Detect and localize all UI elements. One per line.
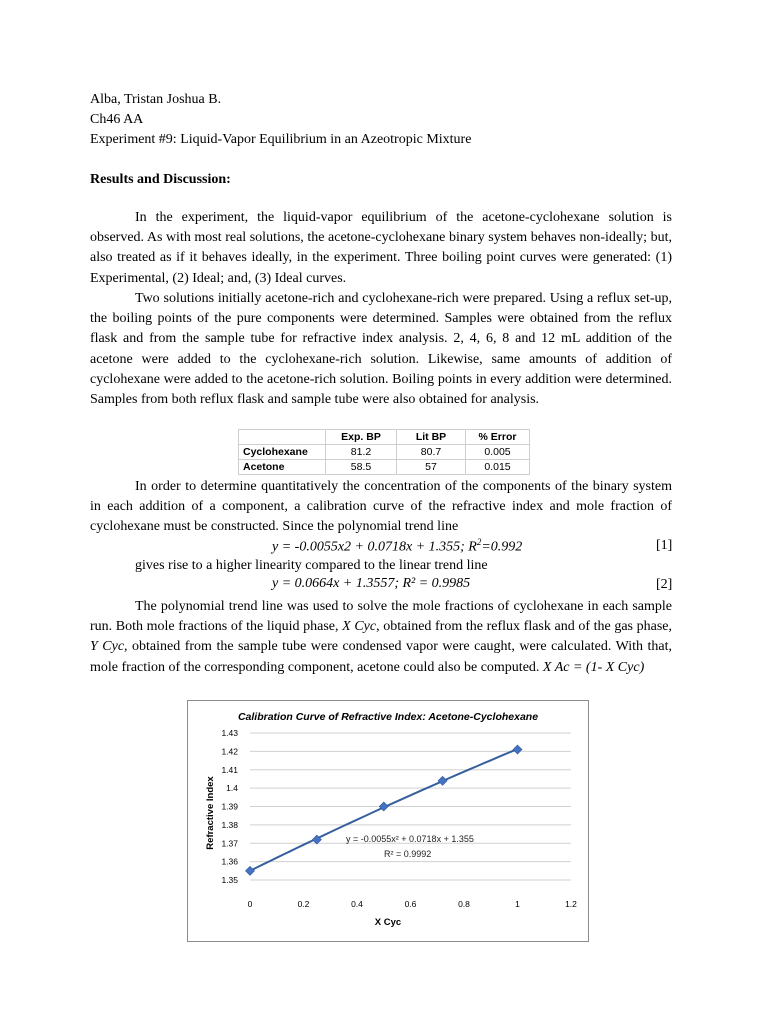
y-tick-label: 1.35 bbox=[221, 875, 238, 885]
paragraph-1: In the experiment, the liquid-vapor equilibrium of the acetone-cyclohexane solution is observed. As with most real solutions, the acetone-cyclohexane binary system behaves non-ideally; but, also treated as if it behaves ideally, in the experiment. Three boiling point curves were generated: (1) Experimental, (2) Ideal; and, (3) Ideal curves. bbox=[90, 210, 672, 286]
equation-1-tail: =0.992 bbox=[481, 539, 523, 555]
y-tick-label: 1.41 bbox=[221, 764, 238, 775]
equation-1-main: y = -0.0055x2 + 0.0718x + 1.355; R bbox=[272, 539, 477, 555]
y-tick-label: 1.43 bbox=[221, 728, 238, 738]
y-tick-label: 1.37 bbox=[221, 838, 238, 849]
table-header-row bbox=[239, 430, 530, 445]
table-cell: Acetone bbox=[239, 460, 326, 475]
section-title: Results and Discussion: bbox=[90, 172, 231, 187]
x-tick-label: 0.4 bbox=[351, 899, 363, 909]
course-code: Ch46 AA bbox=[90, 112, 144, 127]
x-tick-label: 0.6 bbox=[404, 899, 417, 909]
x-tick-label: 0 bbox=[247, 899, 253, 909]
equation-1 bbox=[272, 537, 522, 556]
table-cell: 80.7 bbox=[397, 445, 466, 460]
paragraph-5-text: The polynomial trend line was used to solve the mole fractions of cyclohexane in each sample run. Both mole fractions of the liquid phase, bbox=[90, 599, 672, 635]
vapor-mole-fraction-symbol: Y Cyc bbox=[90, 639, 125, 655]
trendline-equation-label: y = -0.0055x² + 0.0718x + 1.355 bbox=[346, 834, 474, 844]
x-axis-label: X Cyc bbox=[374, 917, 402, 928]
equation-1-superscript: 2 bbox=[476, 537, 482, 547]
y-tick-label: 1.39 bbox=[221, 801, 238, 812]
chart-title: Calibration Curve of Refractive Index: Acetone-Cyclohexane bbox=[237, 711, 539, 723]
y-tick-label: 1.4 bbox=[226, 783, 238, 794]
acetone-mole-fraction-formula: X Ac = (1- X Cyc) bbox=[542, 659, 645, 675]
table-row bbox=[239, 445, 530, 460]
y-tick-label: 1.36 bbox=[221, 856, 238, 867]
table-cell: 81.2 bbox=[326, 445, 397, 460]
calibration-chart bbox=[187, 700, 589, 942]
table-header-cell bbox=[239, 430, 326, 445]
calibration-chart-svg bbox=[188, 701, 588, 941]
experiment-title: Experiment #9: Liquid-Vapor Equilibrium in an Azeotropic Mixture bbox=[90, 132, 472, 147]
paragraph-5-text: , obtained from the reflux flask and of the gas phase, bbox=[376, 619, 673, 635]
data-point bbox=[246, 866, 255, 875]
equation-1-number: [1] bbox=[656, 538, 673, 553]
equation-2-number: [2] bbox=[656, 577, 673, 592]
x-tick-label: 0.8 bbox=[458, 899, 470, 909]
table-cell: 57 bbox=[397, 460, 466, 475]
table-cell: 0.005 bbox=[466, 445, 530, 460]
paragraph-2: Two solutions initially acetone-rich and cyclohexane-rich were prepared. Using a reflux set-up, the boiling points of the pure components were determined. Samples were obtained from the reflux flask and from the sample tube for refractive index analysis. 2, 4, 6, 8 and 12 mL addition of the acetone were added to the cyclohexane-rich solution. Likewise, same amounts of addition of cyclohexane were added to the acetone-rich solution. Boiling points in every addition were determined. Samples from both reflux flask and sample tube were also obtained for analysis. bbox=[90, 291, 672, 408]
paragraph-5-text: , obtained from the sample tube were condensed vapor were caught, were calculated. With that, mole fraction of the corresponding component, acetone could also be computed. bbox=[90, 639, 672, 675]
paragraph-4: gives rise to a higher linearity compared to the linear trend line bbox=[135, 558, 488, 573]
paragraph-3: In order to determine quantitatively the concentration of the components of the binary system in each addition of a component, a calibration curve of the refractive index and mole fraction of cyclohexane must be constructed. Since the polynomial trend line bbox=[90, 479, 672, 535]
y-axis-label: Refractive Index bbox=[205, 776, 216, 850]
table-row bbox=[239, 460, 530, 475]
y-tick-label: 1.38 bbox=[221, 819, 238, 830]
x-tick-label: 1.2 bbox=[565, 899, 577, 909]
y-tick-label: 1.42 bbox=[221, 746, 238, 757]
data-point bbox=[438, 776, 447, 785]
boiling-point-table bbox=[238, 429, 530, 475]
data-point bbox=[513, 745, 522, 754]
x-tick-label: 0.2 bbox=[297, 899, 310, 909]
table-header-cell: Exp. BP bbox=[326, 430, 397, 445]
liquid-mole-fraction-symbol: X Cyc bbox=[342, 619, 377, 635]
table-cell: 0.015 bbox=[466, 460, 530, 475]
paragraph-5 bbox=[90, 597, 672, 678]
table-header-cell: % Error bbox=[466, 430, 530, 445]
author-name: Alba, Tristan Joshua B. bbox=[90, 92, 222, 107]
x-tick-label: 1 bbox=[515, 899, 520, 909]
equation-2: y = 0.0664x + 1.3557; R² = 0.9985 bbox=[272, 576, 471, 591]
trendline-r2-label: R² = 0.9992 bbox=[384, 849, 432, 859]
table-header-cell: Lit BP bbox=[397, 430, 466, 445]
table-cell: 58.5 bbox=[326, 460, 397, 475]
table-cell: Cyclohexane bbox=[239, 445, 326, 460]
